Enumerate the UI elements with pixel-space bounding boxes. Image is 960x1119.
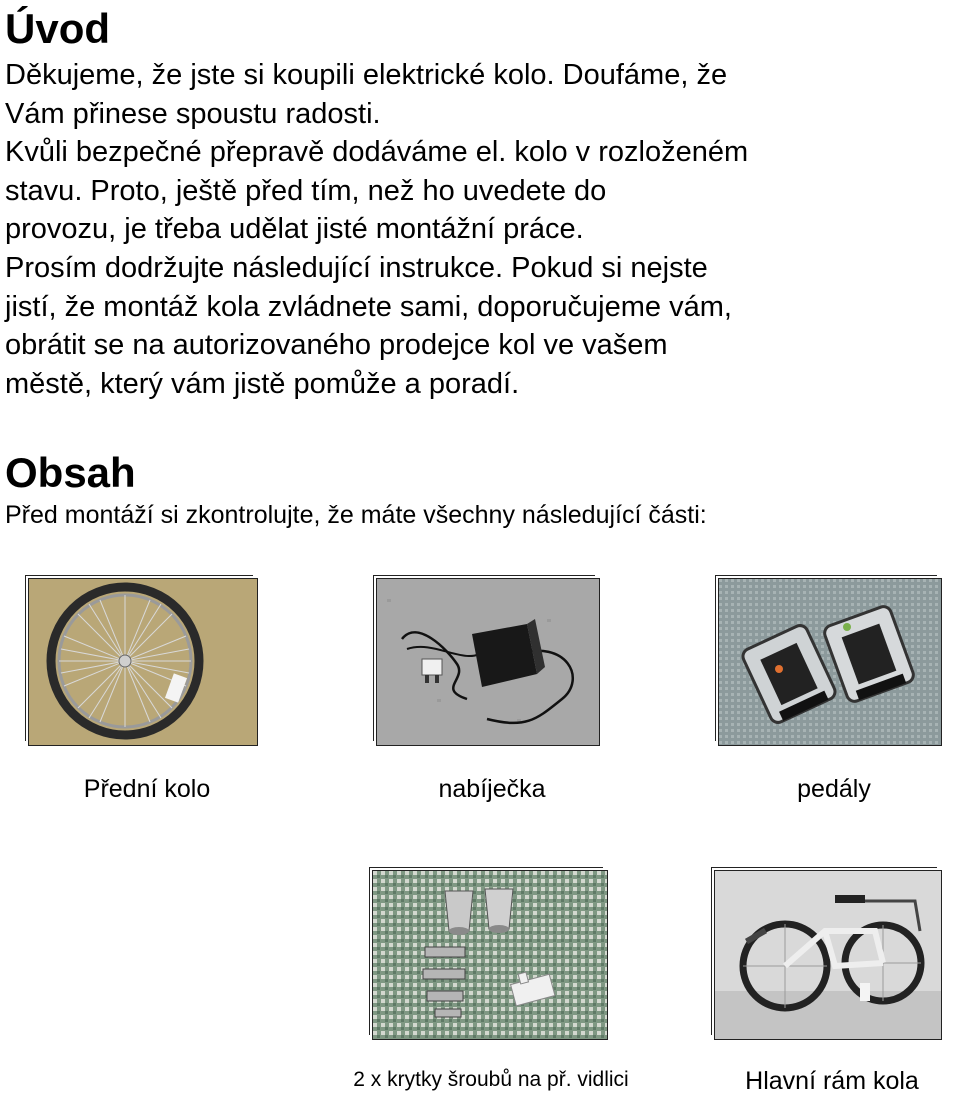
- intro-paragraph: [5, 56, 955, 403]
- intro-line: provozu, je třeba udělat jisté montážní práce.: [5, 213, 584, 246]
- bike-frame-photo: [714, 870, 942, 1040]
- intro-heading: Úvod: [5, 5, 110, 52]
- contents-lead: Před montáží si zkontrolujte, že máte všechny následující části:: [5, 501, 707, 529]
- intro-line: stavu. Proto, ještě před tím, než ho uvedete do: [5, 174, 607, 207]
- caption-pedals: pedály: [797, 775, 871, 803]
- caption-charger: nabíječka: [438, 775, 546, 803]
- screw-caps-photo: [372, 870, 608, 1040]
- caption-front-wheel: Přední kolo: [83, 775, 211, 803]
- pedals-photo: [718, 578, 942, 746]
- caption-bike-frame: Hlavní rám kola: [745, 1067, 919, 1095]
- intro-line: jistí, že montáž kola zvládnete sami, doporučujeme vám,: [5, 290, 732, 323]
- intro-line: Kvůli bezpečné přepravě dodáváme el. kolo v rozloženém: [5, 136, 749, 169]
- charger-photo: [376, 578, 600, 746]
- intro-line: Děkujeme, že jste si koupili elektrické kolo. Doufáme, že: [5, 59, 728, 91]
- front-wheel-photo: [28, 578, 258, 746]
- intro-line: Vám přinese spoustu radosti.: [5, 97, 381, 130]
- intro-line: městě, který vám jistě pomůže a poradí.: [5, 367, 520, 400]
- caption-screw-caps: 2 x krytky šroubů na př. vidlici: [353, 1068, 629, 1091]
- contents-heading: Obsah: [5, 449, 136, 496]
- intro-line: obrátit se na autorizovaného prodejce kol ve vašem: [5, 329, 668, 362]
- intro-line: Prosím dodržujte následující instrukce. Pokud si nejste: [5, 251, 708, 284]
